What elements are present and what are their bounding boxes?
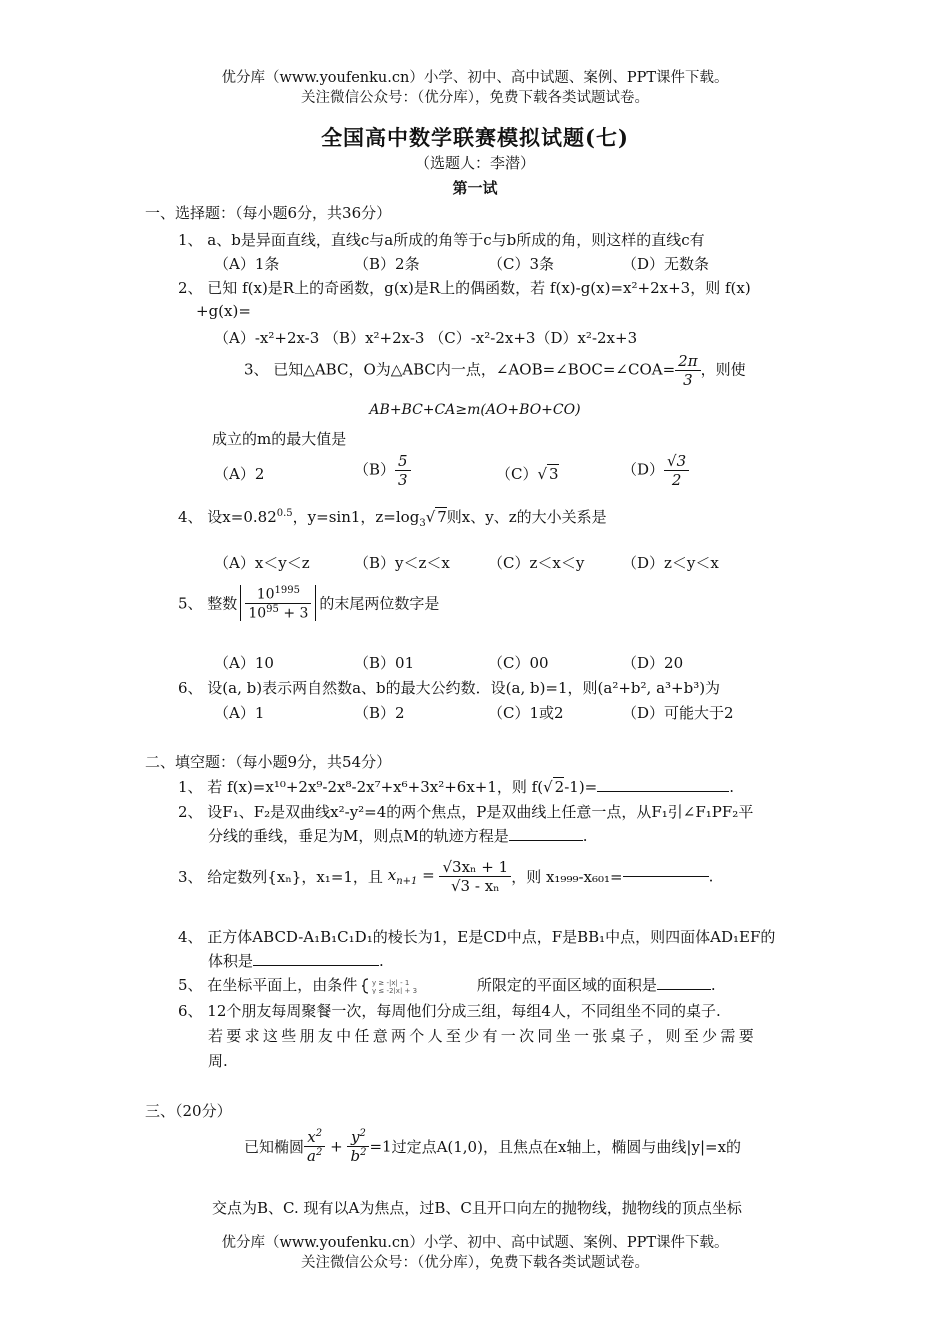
s1-q2-options: （A）-x²+2x-3 （B）x²+2x-3 （C）-x²-2x+3（D）x²-2x+3 <box>214 329 638 347</box>
recurrence-fraction: $\frac{\text{√3xₙ + 1}}{\text{√3 - xₙ}}$ <box>439 858 511 895</box>
part-title: 第一试 <box>452 179 498 197</box>
angle-fraction: $\frac{2\pi}{3}$ <box>675 352 700 389</box>
s1-q4-option-a: （A）x＜y＜z <box>214 554 310 572</box>
s1-q3-formula: AB+BC+CA≥m(AO+BO+CO) <box>369 402 581 418</box>
s2-q6-line-1: 6、 12个朋友每周聚餐一次，每周他们分成三组，每组4人，不同组坐不同的桌子. <box>178 1002 721 1020</box>
s1-q5-option-c: （C）00 <box>488 654 549 672</box>
s1-q4-option-d: （D）z＜y＜x <box>622 554 719 572</box>
s2-q4-line-2: 体积是 . <box>208 952 384 970</box>
s1-q5-option-b: （B）01 <box>354 654 415 672</box>
s3-line-2: 交点为B、C. 现有以A为焦点，过B、C且开口向左的抛物线，抛物线的顶点坐标 <box>212 1199 742 1217</box>
s1-q6-option-b: （B）2 <box>354 704 405 722</box>
subtitle: （选题人：李潜） <box>414 154 535 172</box>
floor-bracket: $\frac{10^{1995}}{10^{95} + 3}$ <box>240 585 316 621</box>
section-3-heading: 三、（20分） <box>145 1102 232 1120</box>
s1-q1-option-d: （D）无数条 <box>622 255 710 273</box>
s1-q3-line-1 <box>244 352 746 389</box>
s2-q2-line-1: 2、 设F₁、F₂是双曲线x²-y²=4的两个焦点，P是双曲线上任意一点，从F₁引∠F₁PF₂平 <box>178 803 754 821</box>
s1-q3-pre: 3、 已知△ABC，O为△ABC内一点，∠AOB=∠BOC=∠COA= <box>244 360 676 379</box>
s1-q4-text: 4、 设$x=0.82^{0.5}$，y=sin1，$z=\log_3√$ 7则x、y、z的大小关系是 <box>178 508 607 529</box>
s1-q6-option-c: （C）1或2 <box>488 704 564 722</box>
page-title: 全国高中数学联赛模拟试题(七) <box>321 125 629 150</box>
footer-line-2: 关注微信公众号：（优分库），免费下载各类试题试卷。 <box>301 1255 649 1271</box>
header-line-2: 关注微信公众号：（优分库），免费下载各类试题试卷。 <box>301 90 649 106</box>
s2-q3-text: 3、 给定数列{xₙ}，x₁=1，且 $x_{n+1}$ = $\frac{\text{√3xₙ + 1}}{\text{√3 - xₙ}}$ ，则 x₁₉₉₉-x₆₀₁= . <box>178 858 714 895</box>
s2-q1-text: 1、 若 f(x)=x¹⁰+2x⁹-2x⁸-2x⁷+x⁶+3x²+6x+1，则 f(√ 2-1)= . <box>178 778 735 796</box>
s1-q1-option-c: （C）3条 <box>488 255 555 273</box>
s2-q6-line-2: 若要求这些朋友中任意两个人至少有一次同坐一张桌子，则至少需要 <box>208 1027 758 1045</box>
s2-q4-line-1: 4、 正方体ABCD-A₁B₁C₁D₁的棱长为1，E是CD中点，F是BB₁中点，则四面体AD₁EF的 <box>178 928 776 946</box>
s1-q3-line-3: 成立的m的最大值是 <box>212 430 347 448</box>
header-line-1: 优分库（www.youfenku.cn）小学、初中、高中试题、案例、PPT课件下载。 <box>221 70 729 86</box>
s1-q3-option-a: （A）2 <box>214 465 265 483</box>
s1-q5-option-a: （A）10 <box>214 654 274 672</box>
s1-q6-text: 6、 设(a, b)表示两自然数a、b的最大公约数．设(a, b)=1，则(a²+b², a³+b³)为 <box>178 679 721 697</box>
svg-text:y ≤ -2|x| + 3: y ≤ -2|x| + 3 <box>372 987 418 994</box>
s1-q4-option-c: （C）z＜x＜y <box>488 554 585 572</box>
s3-line-1: 已知椭圆 $\frac{x^2}{a^2}$ + $\frac{y^2}{b^2}$ =1过定点A(1,0)，且焦点在x轴上，椭圆与曲线|y|=x的 <box>244 1128 742 1165</box>
s1-q3-option-c: （C）√ 3 <box>496 465 559 483</box>
s1-q1-option-a: （A）1条 <box>214 255 280 273</box>
s1-q5-option-d: （D）20 <box>622 654 684 672</box>
section-1-heading: 一、选择题：（每小题6分，共36分） <box>145 204 392 222</box>
condition-system-icon <box>362 978 472 994</box>
s1-q3-option-d: （D） $\frac{√3}{2}$ <box>622 452 689 489</box>
s1-q2-line-2: +g(x)= <box>196 302 251 320</box>
section-2-heading: 二、填空题：（每小题9分，共54分） <box>145 753 392 771</box>
s1-q1-text: 1、 a、b是异面直线，直线c与a所成的角等于c与b所成的角，则这样的直线c有 <box>178 231 705 249</box>
s2-q2-line-2: 分线的垂线，垂足为M，则点M的轨迹方程是 . <box>208 827 588 845</box>
s1-q1-option-b: （B）2条 <box>354 255 420 273</box>
s1-q3-option-b: （B） $\frac{5}{3}$ <box>354 452 411 489</box>
s2-q5-text: 5、 在坐标平面上，由条件 y ≥ -|x| - 1 y ≤ -2|x| + 3 所限定的平面区域的面积是 . <box>178 976 716 994</box>
s1-q3-post: ，则使 <box>700 360 746 379</box>
s2-q6-line-3: 周. <box>208 1052 228 1070</box>
s1-q4-option-b: （B）y＜z＜x <box>354 554 450 572</box>
svg-text:y ≥ -|x| - 1: y ≥ -|x| - 1 <box>372 979 410 987</box>
s1-q2-line-1: 2、 已知 f(x)是R上的奇函数，g(x)是R上的偶函数，若 f(x)-g(x)=x²+2x+3，则 f(x) <box>178 279 751 297</box>
s1-q6-option-a: （A）1 <box>214 704 265 722</box>
s1-q6-option-d: （D）可能大于2 <box>622 704 734 722</box>
footer-line-1: 优分库（www.youfenku.cn）小学、初中、高中试题、案例、PPT课件下载。 <box>221 1235 729 1251</box>
s1-q5-text: 5、 整数 $\frac{10^{1995}}{10^{95} + 3}$ 的末尾两位数字是 <box>178 585 440 622</box>
